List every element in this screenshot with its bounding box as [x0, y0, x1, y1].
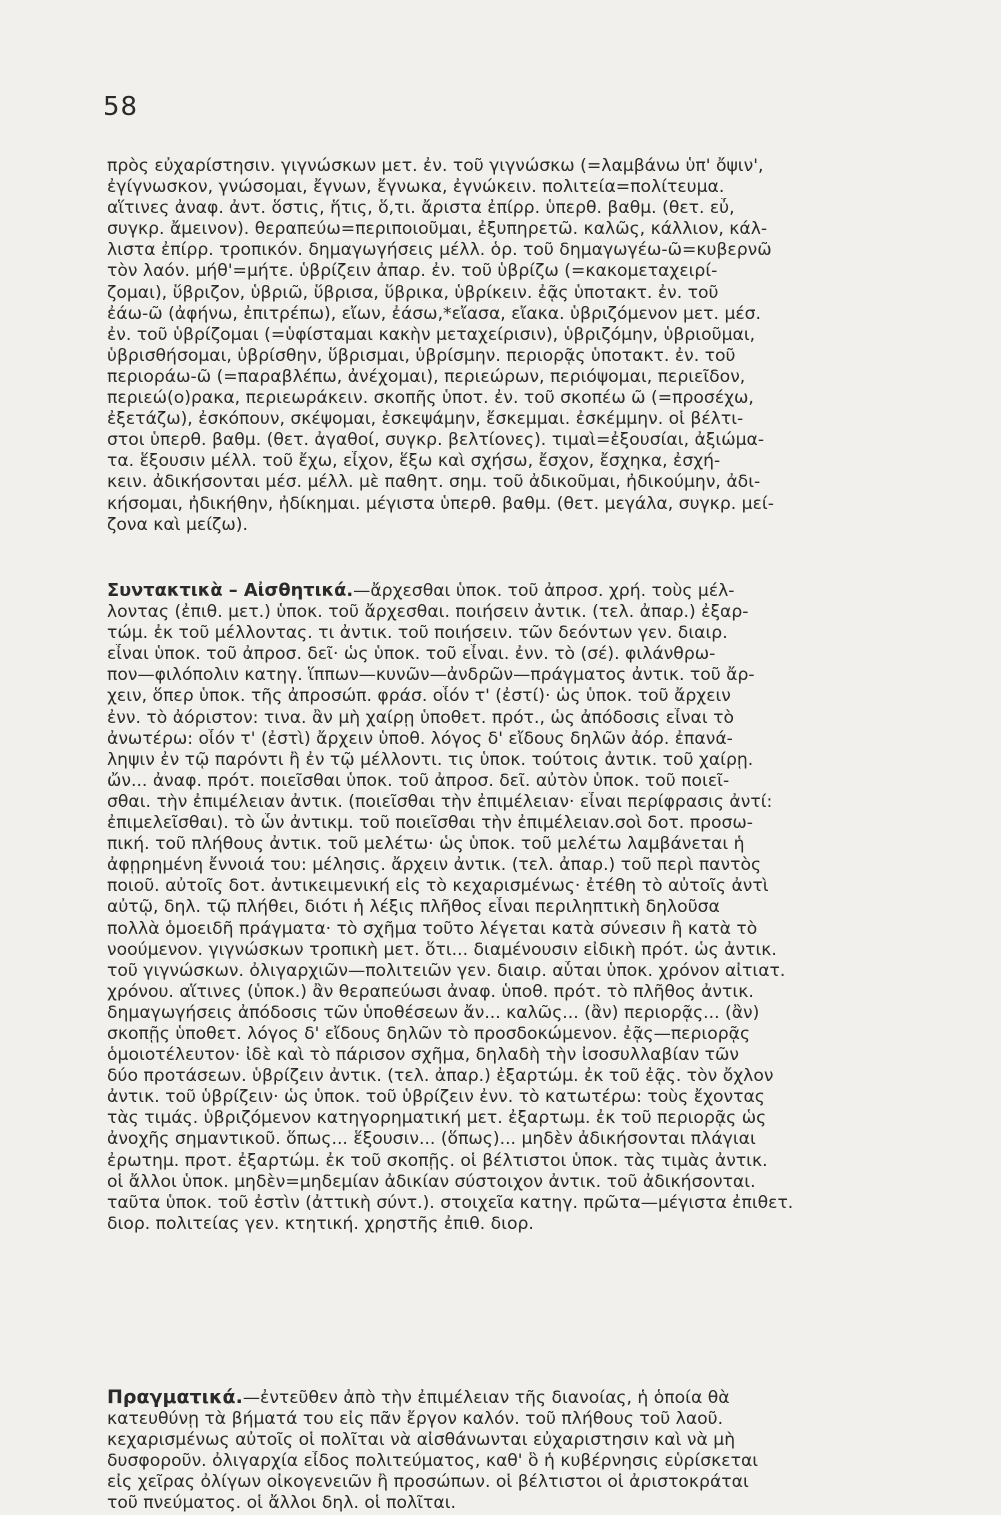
text-line: σκοπῇς ὑποθετ. λόγος δ' εἴδους δηλῶν τὸ προσδοκώμενον. ἐᾷς—περιορᾷς — [107, 1023, 751, 1044]
paragraph-2 — [107, 580, 919, 1235]
text-line: ἀφῃρημένη ἔννοιά του: μέλησις. ἄρχειν ἀντικ. (τελ. ἀπαρ.) τοῦ περὶ παντὸς — [107, 855, 762, 876]
text-line: ὁμοιοτέλευτον· ἰδὲ καὶ τὸ πάρισον σχῆμα, δηλαδὴ τὴν ἰσοσυλλαβίαν τῶν — [107, 1045, 740, 1066]
text-line: δυσφοροῦν. ὀλιγαρχία εἶδος πολιτεύματος, καθ' ὃ ἡ κυβέρνησις εὑρίσκεται — [107, 1451, 759, 1472]
text-line: ἐγίγνωσκον, γνώσομαι, ἔγνων, ἔγνωκα, ἐγνώκειν. πολιτεία=πολίτευμα. — [107, 177, 725, 198]
text-line: τα. ἕξουσιν μέλλ. τοῦ ἔχω, εἶχον, ἕξω καὶ σχήσω, ἔσχον, ἔσχηκα, ἐσχή- — [107, 451, 721, 472]
text-line: κατευθύνῃ τὰ βήματά του εἰς πᾶν ἔργον καλόν. τοῦ πλήθους τοῦ λαοῦ. — [107, 1409, 724, 1430]
text-line: ἐρωτημ. προτ. ἐξαρτώμ. ἐκ τοῦ σκοπῇς. οἱ βέλτιστοι ὑποκ. τὰς τιμὰς ἀντικ. — [107, 1150, 768, 1171]
text-line: λοντας (ἐπιθ. μετ.) ὑποκ. τοῦ ἄρχεσθαι. ποιήσειν ἀντικ. (τελ. ἀπαρ.) ἐξαρ- — [107, 602, 749, 623]
text-line: τώμ. ἐκ τοῦ μέλλοντας. τι ἀντικ. τοῦ ποιήσειν. τῶν δεόντων γεν. διαιρ. — [107, 623, 728, 644]
text-line: ζονα καὶ μείζω). — [107, 514, 248, 535]
text-line: χειν, ὅπερ ὑποκ. τῆς ἀπροσώπ. φράσ. οἷόν τ' (ἐστί)· ὡς ὑποκ. τοῦ ἄρχειν — [107, 686, 731, 707]
text-line: τὰς τιμάς. ὑβριζόμενον κατηγορηματική μετ. ἐξαρτωμ. ἐκ τοῦ περιορᾷς ὡς — [107, 1108, 767, 1129]
text-line: αὐτῷ, δηλ. τῷ πλήθει, διότι ἡ λέξις πλῆθος εἶναι περιληπτικὴ δηλοῦσα — [107, 897, 720, 918]
text-line: κεχαρισμένως αὐτοῖς οἱ πολῖται νὰ αἰσθάνωνται εὐχαριστησιν καὶ νὰ μὴ — [107, 1430, 736, 1451]
text-line: πολλὰ ὁμοειδῆ πράγματα· τὸ σχῆμα τοῦτο λέγεται κατὰ σύνεσιν ἢ κατὰ τὸ — [107, 918, 758, 939]
text-line: νοούμενον. γιγνώσκων τροπικὴ μετ. ὅτι... διαμένουσιν εἰδικὴ πρότ. ὡς ἀντικ. — [107, 939, 777, 960]
paragraph-3-body — [107, 1409, 919, 1514]
text-line: τοῦ γιγνώσκων. ὀλιγαρχιῶν—πολιτειῶν γεν. διαιρ. αὗται ὑποκ. χρόνον αἰτιατ. — [107, 960, 786, 981]
text-line: ὑβρισθήσομαι, ὑβρίσθην, ὕβρισμαι, ὑβρίσμην. περιορᾷς ὑποτακτ. ἐν. τοῦ — [107, 345, 736, 366]
text-line: ἀντικ. τοῦ ὑβρίζειν· ὡς ὑποκ. τοῦ ὑβρίζειν ἐνν. τὸ κατωτέρω: τοὺς ἔχοντας — [107, 1087, 765, 1108]
text-line: πον—φιλόπολιν κατηγ. ἵππων—κυνῶν—ἀνδρῶν—πράγματος ἀντικ. τοῦ ἄρ- — [107, 665, 755, 686]
text-line: ἀνοχῆς σημαντικοῦ. ὅπως... ἕξουσιν... (ὅπως)... μηδὲν ἀδικήσονται πλάγιαι — [107, 1129, 756, 1150]
paragraph-2-heading: Συντακτικὰ – Αἰσθητικά. — [107, 580, 354, 601]
paragraph-1 — [107, 156, 919, 536]
text-line: ἐν. τοῦ ὑβρίζομαι (=ὑφίσταμαι κακὴν μεταχείρισιν), ὑβριζόμην, ὑβριοῦμαι, — [107, 324, 756, 345]
text-line: δημαγωγήσεις ἀπόδοσις τῶν ὑποθέσεων ἄν... καλῶς... (ἂν) περιορᾷς... (ἂν) — [107, 1002, 760, 1023]
text-line: διορ. πολιτείας γεν. κτητική. χρηστῆς ἐπιθ. διορ. — [107, 1213, 534, 1234]
paragraph-3-first-line: Πραγματικά.—ἐντεῦθεν ἀπὸ τὴν ἐπιμέλειαν τῆς διανοίας, ἡ ὁποία θὰ — [107, 1387, 730, 1408]
paragraph-3-heading: Πραγματικά. — [107, 1387, 243, 1408]
text-line: ποιοῦ. αὐτοῖς δοτ. ἀντικειμενική εἰς τὸ κεχαρισμένως· ἐτέθη τὸ αὐτοῖς ἀντὶ — [107, 876, 769, 897]
text-line: ζομαι), ὕβριζον, ὑβριῶ, ὕβρισα, ὕβρικα, ὑβρίκειν. ἐᾷς ὑποτακτ. ἐν. τοῦ — [107, 282, 719, 303]
text-line: κήσομαι, ἠδικήθην, ἠδίκημαι. μέγιστα ὑπερθ. βαθμ. (θετ. μεγάλα, συγκρ. μεί- — [107, 493, 774, 514]
text-line: ὤν... ἀναφ. πρότ. ποιεῖσθαι ὑποκ. τοῦ ἀπροσ. δεῖ. αὐτὸν ὑποκ. τοῦ ποιεῖ- — [107, 770, 730, 791]
text-line: στοι ὑπερθ. βαθμ. (θετ. ἀγαθοί, συγκρ. βελτίονες). τιμαὶ=ἐξουσίαι, ἀξιώμα- — [107, 430, 765, 451]
text-line: τοῦ πνεύματος. οἱ ἄλλοι δηλ. οἱ πολῖται. — [107, 1493, 456, 1514]
text-line: χρόνου. αἵτινες (ὑποκ.) ἂν θεραπεύωσι ἀναφ. ὑποθ. πρότ. τὸ πλῆθος ἀντικ. — [107, 981, 754, 1002]
text-line: σθαι. τὴν ἐπιμέλειαν ἀντικ. (ποιεῖσθαι τὴν ἐπιμέλειαν· εἶναι περίφρασις ἀντί: — [107, 791, 773, 812]
text-line: πική. τοῦ πλήθους ἀντικ. τοῦ μελέτω· ὡς ὑποκ. τοῦ μελέτω λαμβάνεται ἡ — [107, 834, 745, 855]
text-line: περιοράω-ῶ (=παραβλέπω, ἀνέχομαι), περιεώρων, περιόψομαι, περιεῖδον, — [107, 366, 746, 387]
paragraph-3 — [107, 1387, 919, 1515]
text-line: περιεώ(ο)ρακα, περιεωράκειν. σκοπῆς ὑποτ. ἐν. τοῦ σκοπέω ῶ (=προσέχω, — [107, 388, 754, 409]
text-line: ἐάω-ῶ (ἀφήνω, ἐπιτρέπω), εἴων, ἐάσω,*εἴασα, εἴακα. ὑβριζόμενον μετ. μέσ. — [107, 303, 762, 324]
text-line: εἶναι ὑποκ. τοῦ ἀπροσ. δεῖ· ὡς ὑποκ. τοῦ εἶναι. ἐνν. τὸ (σέ). φιλάνθρω- — [107, 644, 716, 665]
text-line: ληψιν ἐν τῷ παρόντι ἢ ἐν τῷ μέλλοντι. τις ὑποκ. τούτοις ἀντικ. τοῦ χαίρῃ. — [107, 749, 754, 770]
text-line: πρὸς εὐχαρίστησιν. γιγνώσκων μετ. ἐν. τοῦ γιγνώσκω (=λαμβάνω ὑπ' ὄψιν', — [107, 156, 764, 176]
paragraph-2-first-line: Συντακτικὰ – Αἰσθητικά.—ἄρχεσθαι ὑποκ. τοῦ ἀπροσ. χρή. τοὺς μέλ- — [107, 580, 735, 601]
text-line: ἐνν. τὸ ἀόριστον: τινα. ἂν μὴ χαίρῃ ὑποθετ. πρότ., ὡς ἀπόδοσις εἶναι τὸ — [107, 707, 734, 728]
paragraph-2-body — [107, 602, 919, 1235]
text-line: κειν. ἀδικήσονται μέσ. μέλλ. μὲ παθητ. σημ. τοῦ ἀδικοῦμαι, ἠδικούμην, ἀδι- — [107, 472, 761, 493]
text-line: ἐξετάζω), ἐσκόπουν, σκέψομαι, ἐσκεψάμην, ἔσκεμμαι. ἐσκέμμην. οἱ βέλτι- — [107, 409, 744, 430]
text-line: συγκρ. ἄμεινον). θεραπεύω=περιποιοῦμαι, ἐξυπηρετῶ. καλῶς, κάλλιον, κάλ- — [107, 219, 768, 240]
text-line: τὸν λαόν. μήθ'=μήτε. ὑβρίζειν ἀπαρ. ἐν. τοῦ ὑβρίζω (=κακομεταχειρί- — [107, 261, 718, 282]
text-line: ταῦτα ὑποκ. τοῦ ἐστὶν (ἀττικὴ σύντ.). στοιχεῖα κατηγ. πρῶτα—μέγιστα ἐπιθετ. — [107, 1192, 794, 1213]
text-line: εἰς χεῖρας ὀλίγων οἰκογενειῶν ἢ προσώπων. οἱ βέλτιστοι οἱ ἀριστοκράται — [107, 1472, 749, 1493]
text-line: αἵτινες ἀναφ. ἀντ. ὅστις, ἥτις, ὅ,τι. ἄριστα ἐπίρρ. ὑπερθ. βαθμ. (θετ. εὖ, — [107, 198, 735, 219]
text-line: δύο προτάσεων. ὑβρίζειν ἀντικ. (τελ. ἀπαρ.) ἐξαρτώμ. ἐκ τοῦ ἐᾷς. τὸν ὄχλον — [107, 1066, 774, 1087]
text-line: ἀνωτέρω: οἷόν τ' (ἐστὶ) ἄρχειν ὑποθ. λόγος δ' εἴδους δηλῶν ἀόρ. ἐπανά- — [107, 728, 733, 749]
text-line: λιστα ἐπίρρ. τροπικόν. δημαγωγήσεις μέλλ. ὁρ. τοῦ δημαγωγέω-ῶ=κυβερνῶ — [107, 240, 772, 261]
page-number: 58 — [103, 92, 139, 122]
text-line: ἐπιμελεῖσθαι). τὸ ὧν ἀντικμ. τοῦ ποιεῖσθαι τὴν ἐπιμέλειαν.σοὶ δοτ. προσω- — [107, 813, 753, 834]
text-line: οἱ ἄλλοι ὑποκ. μηδὲν=μηδεμίαν ἀδικίαν σύστοιχον ἀντικ. τοῦ ἀδικήσονται. — [107, 1171, 756, 1192]
